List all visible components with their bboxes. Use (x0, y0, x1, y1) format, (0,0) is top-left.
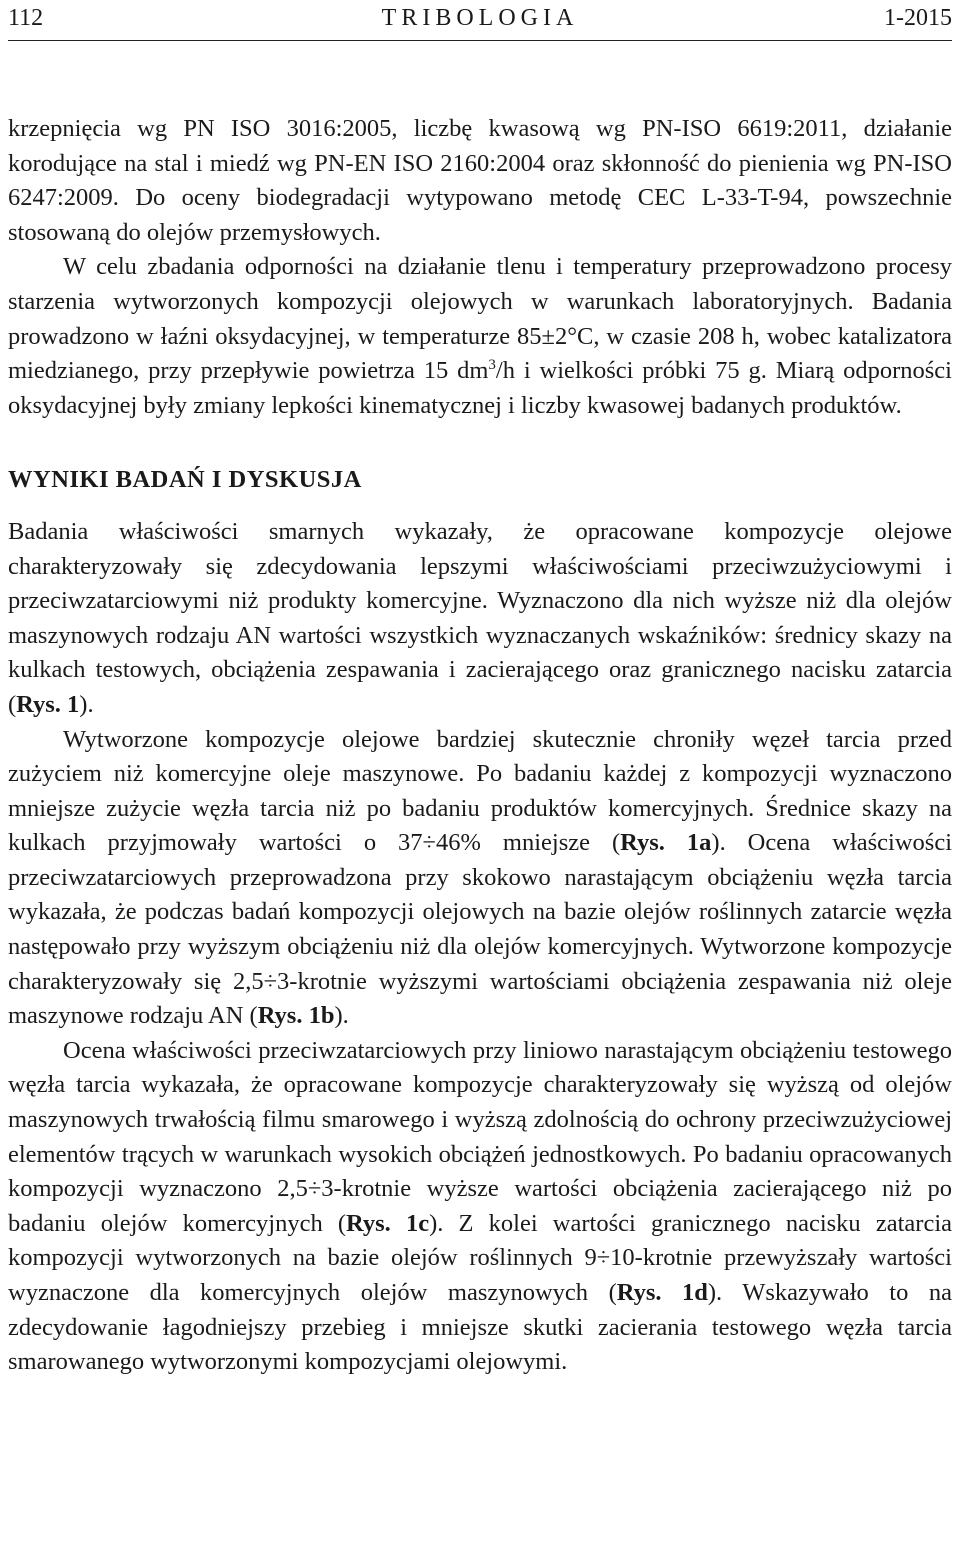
issue-number: 1-2015 (884, 5, 952, 31)
paragraph-wear-protection: Wytworzone kompozycje olejowe bardziej skutecznie chroniły węzeł tarcia przed zużyciem niż komercyjne oleje maszynowe. Po badaniu każdej z kompozycji wyznaczono mniejsze zużycie węzła tarcia niż po badaniu produktów komercyjnych. Średnice skazy na kulkach przyjmowały wartości o 37÷46% mniejsze (Rys. 1a). Ocena właściwości przeciwzatarciowych przeprowadzona przy skokowo narastającym obciążeniu węzła tarcia wykazała, że podczas badań kompozycji olejowych na bazie olejów roślinnych zatarcie węzła następowało przy wyższym obciążeniu niż dla olejów komercyjnych. Wytworzone kompozycje charakteryzowały się 2,5÷3-krotnie wyższymi wartościami obciążenia zespawania niż oleje maszynowe rodzaju AN (Rys. 1b). (8, 725, 952, 1030)
figure-ref: Rys. 1b (257, 1002, 335, 1030)
page-number: 112 (8, 5, 44, 31)
paragraph-antiseizure: Ocena właściwości przeciwzatarciowych przy liniowo narastającym obciążeniu testowego węzła tarcia wykazała, że opracowane kompozycje charakteryzowały się wyższą od olejów maszynowych trwałością filmu smarowego i wyższą zdolnością do ochrony przeciwzużyciowej elementów trących w warunkach wysokich obciążeń jednostkowych. Po badaniu opracowanych kompozycji wyznaczono 2,5÷3-krotnie wyższe wartości obciążenia zacierającego niż po badaniu olejów komercyjnych (Rys. 1c). Z kolei wartości granicznego nacisku zatarcia kompozycji wytworzonych na bazie olejów roślinnych 9÷10-krotnie przewyższały wartości wyznaczone dla komercyjnych olejów maszynowych (Rys. 1d). Wskazywało to na zdecydowanie łagodniejszy przebieg i mniejsze skutki zacierania testowego węzła tarcia smarowanego wytworzonymi kompozycjami olejowymi. (8, 1036, 952, 1376)
article-body (8, 112, 952, 1380)
figure-ref: Rys. 1 (16, 690, 80, 718)
superscript: 3 (488, 357, 496, 373)
paragraph-methods-continued: krzepnięcia wg PN ISO 3016:2005, liczbę kwasową wg PN-ISO 6619:2011, działanie korodujące na stal i miedź wg PN-EN ISO 2160:2004 oraz skłonność do pienienia wg PN-ISO 6247:2009. Do oceny biodegradacji wytypowano metodę CEC L-33-T-94, powszechnie stosowaną do olejów przemysłowych. (8, 115, 952, 246)
paragraph-oxidation-test: W celu zbadania odporności na działanie tlenu i temperatury przeprowadzono procesy starzenia wytworzonych kompozycji olejowych w warunkach laboratoryjnych. Badania prowadzono w łaźni oksydacyjnej, w temperaturze 85±2°C, w czasie 208 h, wobec katalizatora miedzianego, przy przepływie powietrza 15 $dm^3/h$ i wielkości próbki 75 g. Miarą odporności oksydacyjnej były zmiany lepkości kinematycznej i liczby kwasowej badanych produktów. (8, 253, 952, 419)
figure-ref: Rys. 1c (346, 1209, 430, 1237)
paragraph-lubricity-results: Badania właściwości smarnych wykazały, że opracowane kompozycje olejowe charakteryzowały się zdecydowania lepszymi właściwościami przeciwzużyciowymi i przeciwzatarciowymi niż produkty komercyjne. Wyznaczono dla nich wyższe niż dla olejów maszynowych rodzaju AN wartości wszystkich wyznaczanych wskaźników: średnicy skazy na kulkach testowych, obciążenia zespawania i zacierającego oraz granicznego nacisku zatarcia (Rys. 1). (8, 517, 952, 718)
journal-title: TRIBOLOGIA (381, 5, 579, 31)
running-header (8, 0, 952, 41)
section-heading-results: WYNIKI BADAŃ I DYSKUSJA (8, 466, 362, 494)
figure-ref: Rys. 1d (616, 1279, 708, 1306)
figure-ref: Rys. 1a (620, 829, 712, 857)
